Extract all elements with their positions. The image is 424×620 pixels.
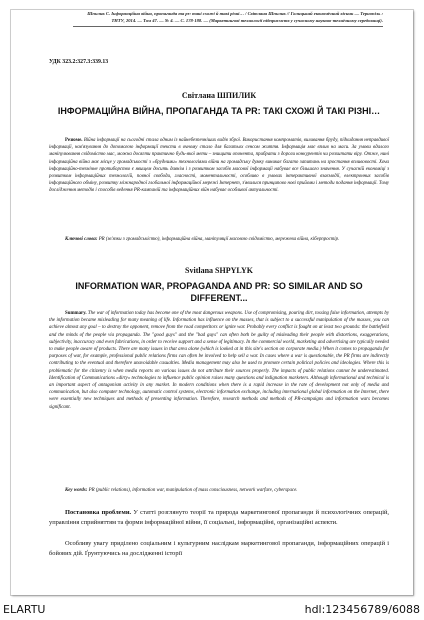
body-paragraph-2: Особливу увагу приділено соціальним і культурним наслідкам маркетингової пропаганди, інформаційних операцій і бойових дій. Ґрунтуючись на дослідженні історії xyxy=(49,540,389,557)
abstract-text-en: The war of information today has become one of the most dangerous weapons. Use of compromising, pouring dirt, tossing false information, attempts by the information became misleading for many meaning of life. Information has influence on the masses, that is subject to a successful manipulation of the masses, you can achieve almost any goal – to destroy the opponent, remove from the road competitors or ignite war. Probably every conflict is fought on at least two grounds: the battlefield and the minds of the people via propaganda. The "good guys" and the "bad guys" can often both be guilty of misleading their people with distortions, exaggerations, subjectivity, inaccuracy and even fabrications, in order to receive support and a sense of legitimacy. In the commercial world, marketing and advertising are typically needed to make people aware of products. There are many issues in that area alone (which is looked at in this site's section on corporate media.) When it comes to propaganda for purposes of war, for example, professional public relations firms can often be involved to help sell a war. In cases where a war is questionable, the PR firms are indirectly contributing to the eventual and therefore unavoidable casualties. Media management may also be used to promote certain political policies and ideologies. Where this is problematic for the citizenry is when media reports on various issues do not attribute their sources properly. The impacts of public relations cannot be underestimated. Identification of Communications «dirty» technologies to influence public opinion raises many questions and indignation marketers. Although informational and technical is an important aspect of antagonism activity in any market. In modern conditions when there is a rapid increase in the rate of development not only of media and communication, but also computer technology, automatic control systems, electronic information exchange, including international global information on the Internet, there were essentially new techniques and methods of presenting information. Therefore, research methods and methods of PR-campaigns and information wars becomes significant. xyxy=(49,311,389,410)
keywords-ua xyxy=(49,236,389,243)
section-heading: Постановка проблеми. xyxy=(65,509,132,516)
viewer-footer xyxy=(0,600,424,620)
handle-id: hdl:123456789/6088 xyxy=(304,603,420,616)
repository-name: ELARTU xyxy=(3,603,46,616)
abstract-en xyxy=(49,310,389,411)
keywords-label-ua: Ключові слова: xyxy=(65,237,98,242)
keywords-text-ua: PR (зв'язки з громадськістю), інформаційна війна, маніпуляції масовою свідомістю, мережева війна, кіберпростір. xyxy=(97,237,340,242)
author-ua: Світлана ШПИЛИК xyxy=(181,91,257,100)
body-paragraph-1 xyxy=(49,508,389,527)
keywords-text-en: PR (public relations), information war, manipulation of mass consciousness, network warfare, cyberspace. xyxy=(87,488,298,493)
abstract-label-ua: Резюме. xyxy=(65,138,83,143)
author-en: Svitlana SHPYLYK xyxy=(185,266,253,275)
abstract-label-en: Summary. xyxy=(65,311,87,316)
abstract-text-ua: Війна інформації на сьогодні стала одним із найнебезпечніших видів зброї. Використання компроматів, виливання бруду, підкидання неправдивої інформації, нав'язування до допомогою інформації тексти в очному стало для багатьох сенсом життя. Інформація має вплив на маси. За умови вдалого маніпулювання свідомістю мас, можна досягти практично будь-якої мети – знищити опонента, прибрати з дороги конкурентів чи розхитати віру. Отже, нині інформаційна війна має місце у громадськості з «брудними» технологіями війни на громадську думку виникає багато запитань на зростання впливовості. Хоча інформаційно-технічне протиборство є явищем досить давнім і з розвитком засобів масової інформації набуває все більшого значення. У сучасній економіці з розвитком інформаційних технологій, повної свободи, гласності, моментальності, особливо в умовах інтерактивної взаємодії, електронних засобів інформаційного обміну, розвитку міжнародної глобальної інформаційної мережі Інтернет, з'явилися принципово нові прийоми і методи подання інформації. Тому дослідження методів і способів ведення PR-кампаній та інформаційних війн набуває особливої актуальності. xyxy=(49,138,389,194)
title-en: INFORMATION WAR, PROPAGANDA AND PR: SO SIMILAR AND SO DIFFERENT... xyxy=(75,281,363,303)
keywords-label-en: Key words: xyxy=(65,488,88,493)
keywords-en xyxy=(49,487,389,494)
paper-page xyxy=(11,10,413,595)
citation-header: Шпилик С. Інформаційна війна, пропаганда та pr: такі схожі й такі різні… / Світлана Шпилик // Галицький економічний вісник — Тернопіль : ТНТУ, 2014. — Том 47. — № 4. — С. 178-188. — (Маркетингові технології підприємств у сучасному науково-технічному середовищі). xyxy=(73,10,383,27)
title-ua: ІНФОРМАЦІЙНА ВІЙНА, ПРОПАГАНДА ТА PR: ТАКІ СХОЖІ Й ТАКІ РІЗНІ… xyxy=(57,106,381,116)
udk-code: УДК 323.2:327.3:339.13 xyxy=(49,59,109,65)
body-paragraph-1-text: У статті розглянуто теорії та природа маркетингової пропаганди й психологічних операцій, управління сприйняттям та форми інформаційної війни, її соціальні, інформаційні, організаційні аспекти. xyxy=(49,509,389,526)
abstract-ua xyxy=(49,137,389,195)
